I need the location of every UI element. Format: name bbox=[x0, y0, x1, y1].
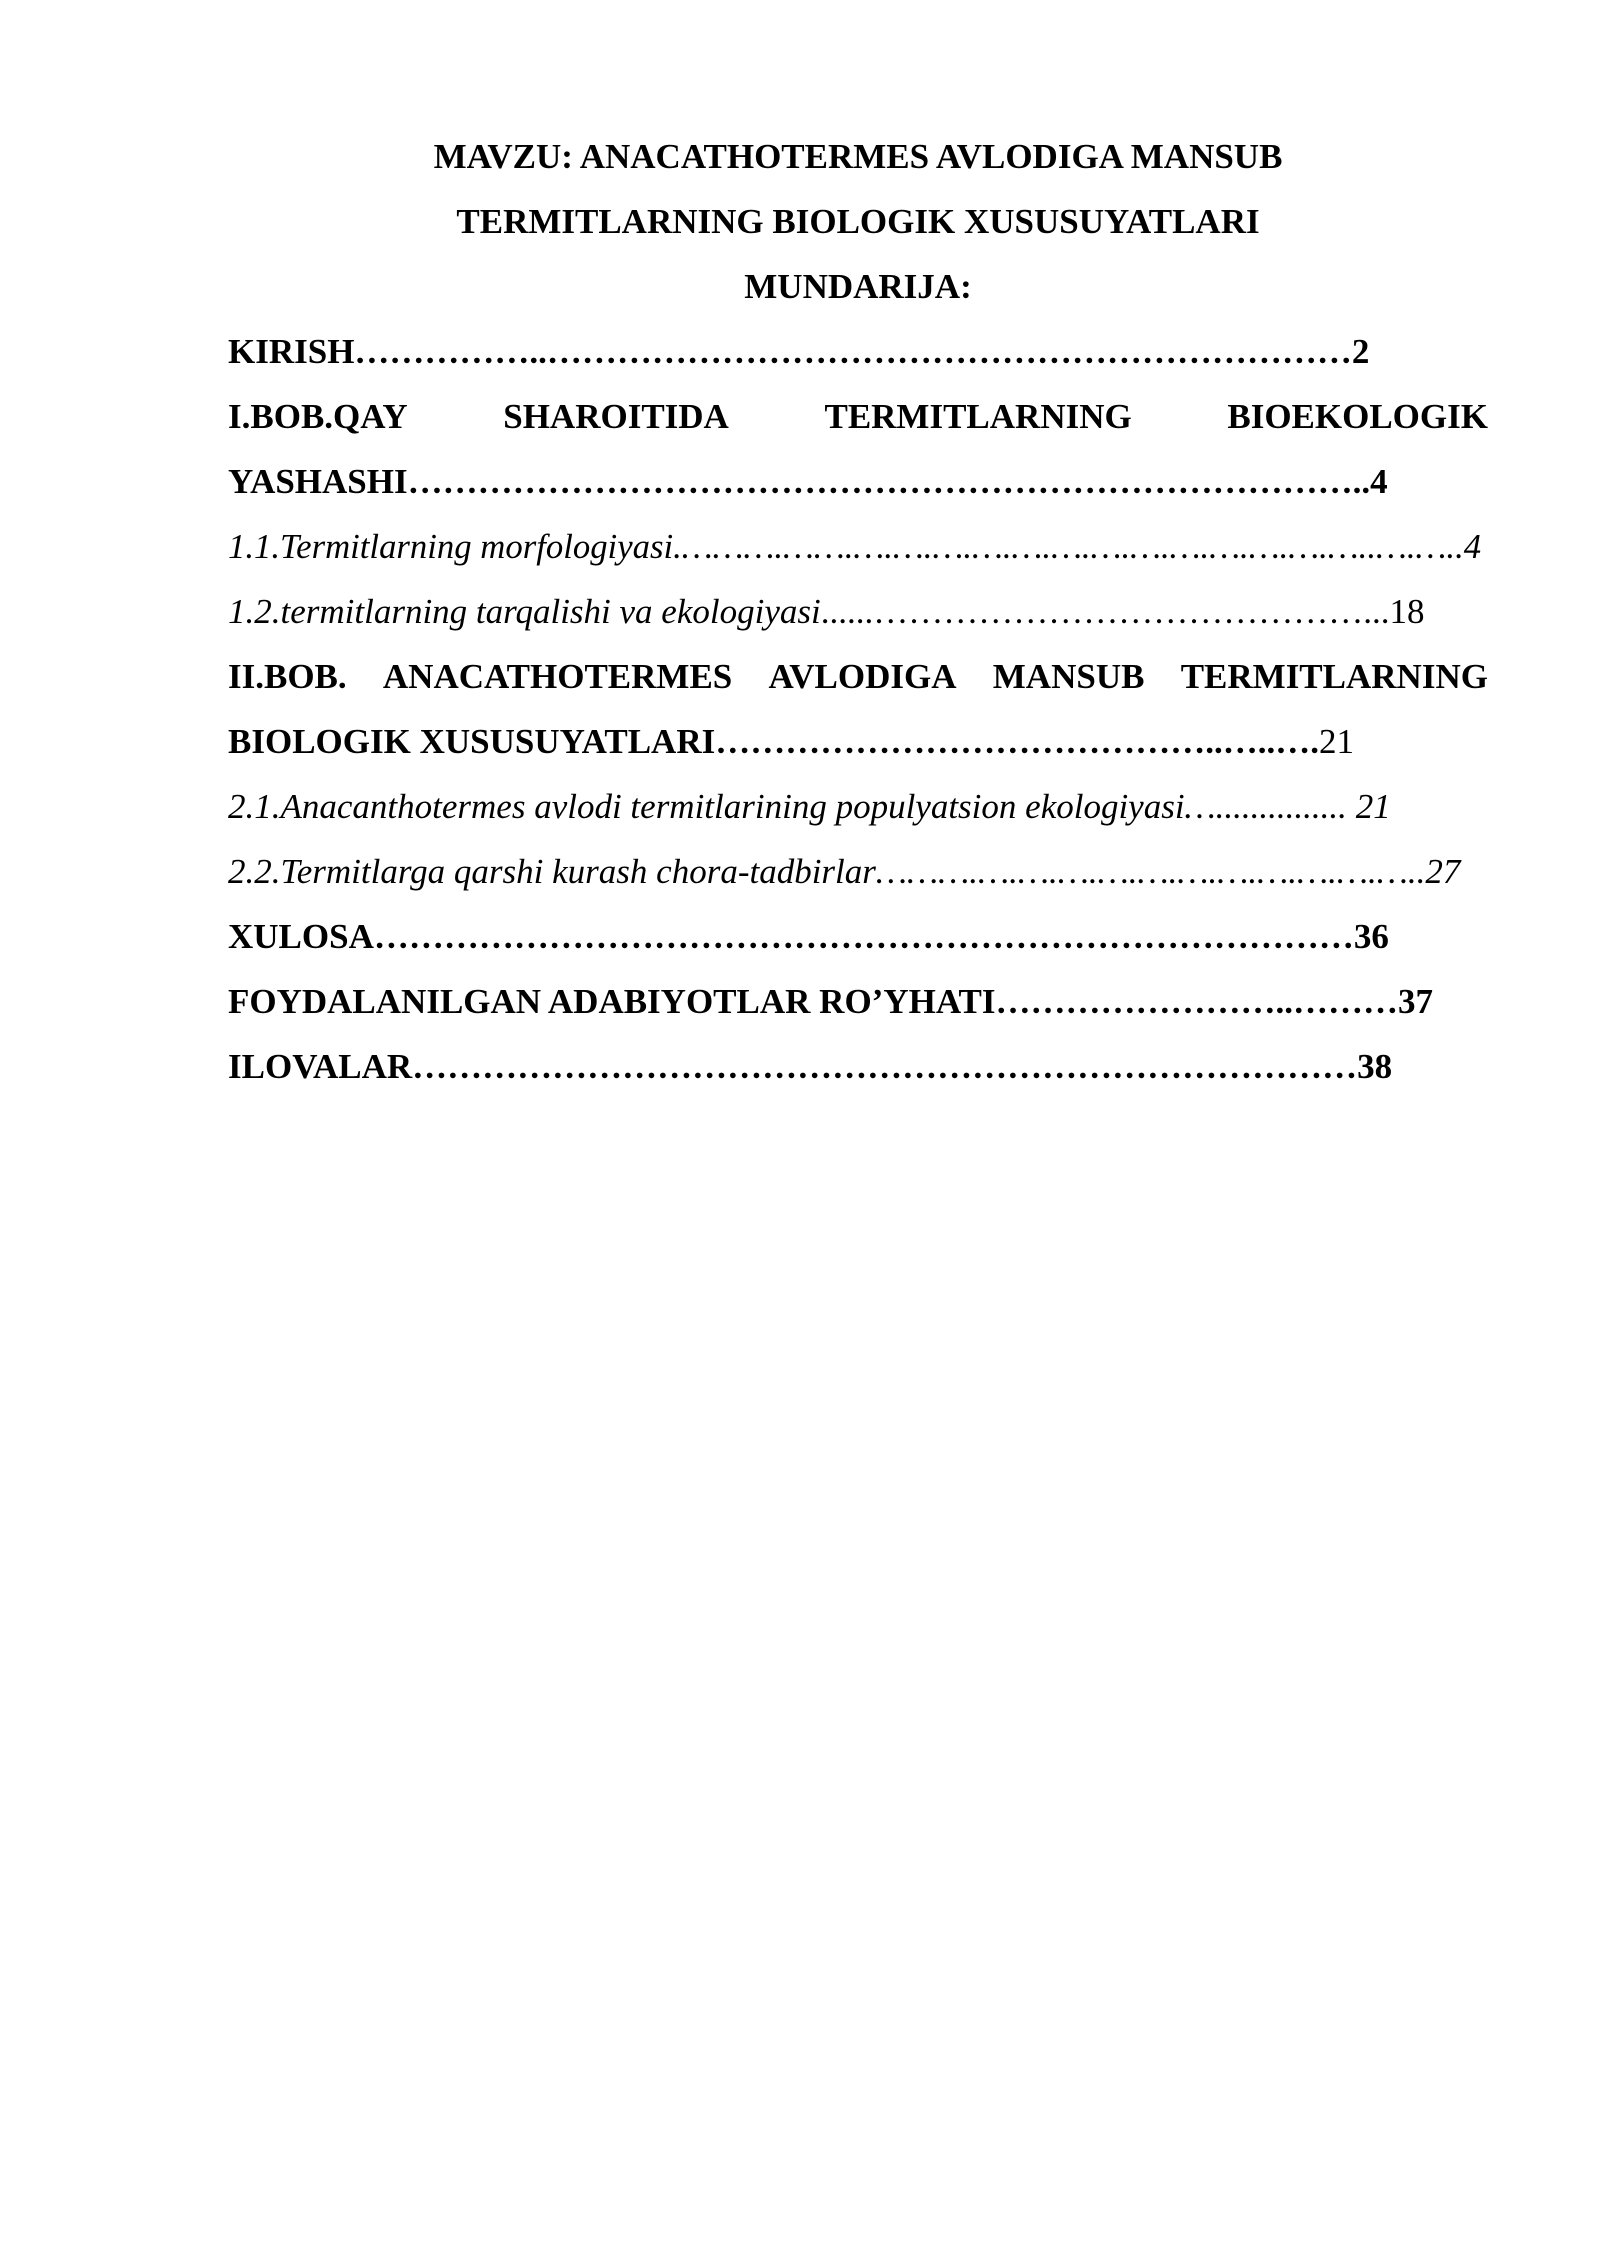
toc-entry-section-1-2-page: 18 bbox=[1389, 592, 1425, 631]
toc-word: ANACATHOTERMES bbox=[382, 657, 733, 696]
toc-entry-section-2-1-page: 21 bbox=[1346, 787, 1391, 826]
contents-heading: MUNDARIJA: bbox=[744, 267, 972, 306]
toc-entry-section-2-2 bbox=[228, 839, 1488, 904]
toc-entry-chapter-2-line-1 bbox=[228, 644, 1488, 709]
toc-entry-section-1-2-title: 1.2.termitlarning tarqalishi va ekologiyasi bbox=[228, 592, 821, 631]
toc-entry-section-1-1 bbox=[228, 514, 1488, 579]
topic-title-line-2: TERMITLARNING BIOLOGIK XUSUSUYATLARI bbox=[456, 202, 1260, 241]
toc-entry-xulosa-text: XULOSA…………………………………………………………………………36 bbox=[228, 917, 1389, 956]
toc-entry-section-1-1-text: 1.1.Termitlarning morfologiyasi.……….…….….….….….….….….….….….….….…..….…..4 bbox=[228, 527, 1482, 566]
toc-entry-appendices bbox=[228, 1034, 1488, 1099]
toc-entry-section-1-2 bbox=[228, 579, 1488, 644]
toc-word: I.BOB.QAY bbox=[228, 397, 408, 436]
toc-entry-section-2-1 bbox=[228, 774, 1488, 839]
toc-entry-chapter-2-line-2 bbox=[228, 709, 1488, 774]
toc-word: TERMITLARNING bbox=[1180, 657, 1488, 696]
toc-word: TERMITLARNING bbox=[824, 397, 1132, 436]
toc-entry-chapter-2-page: 21 bbox=[1318, 722, 1354, 761]
toc-entry-kirish bbox=[228, 319, 1488, 384]
toc-word: MANSUB bbox=[992, 657, 1145, 696]
toc-entry-chapter-1-tail: YASHASHI………………………………………………………………………..4 bbox=[228, 462, 1388, 501]
table-of-contents bbox=[228, 319, 1488, 1099]
topic-title-line-1: MAVZU: ANACATHOTERMES AVLODIGA MANSUB bbox=[433, 137, 1283, 176]
toc-entry-references bbox=[228, 969, 1488, 1034]
toc-entry-chapter-1-line-1 bbox=[228, 384, 1488, 449]
title-block bbox=[228, 124, 1488, 319]
toc-entry-section-2-2-text: 2.2.Termitlarga qarshi kurash chora-tadbirlar……….….….….….….….….….….….…..27 bbox=[228, 852, 1461, 891]
toc-word: SHAROITIDA bbox=[503, 397, 729, 436]
toc-entry-xulosa bbox=[228, 904, 1488, 969]
toc-word: AVLODIGA bbox=[768, 657, 957, 696]
toc-entry-section-2-1-text: 2.1.Anacanthotermes avlodi termitlarining populyatsion ekologiyasi…............... bbox=[228, 787, 1347, 826]
toc-word: II.BOB. bbox=[228, 657, 347, 696]
toc-entry-references-text: FOYDALANILGAN ADABIYOTLAR RO’YHATI……………………..………37 bbox=[228, 982, 1433, 1021]
toc-entry-chapter-1-line-2 bbox=[228, 449, 1488, 514]
toc-entry-section-1-2-leader: ......……………………………………... bbox=[820, 592, 1390, 631]
toc-word: BIOEKOLOGIK bbox=[1227, 397, 1488, 436]
toc-entry-chapter-2-tail: BIOLOGIK XUSUSUYATLARI……………………………………..…..…. bbox=[228, 722, 1319, 761]
toc-entry-kirish-text: KIRISH……………..……………………………………………………………2 bbox=[228, 332, 1370, 371]
toc-entry-appendices-text: ILOVALAR………………………………………………………………………38 bbox=[228, 1047, 1393, 1086]
